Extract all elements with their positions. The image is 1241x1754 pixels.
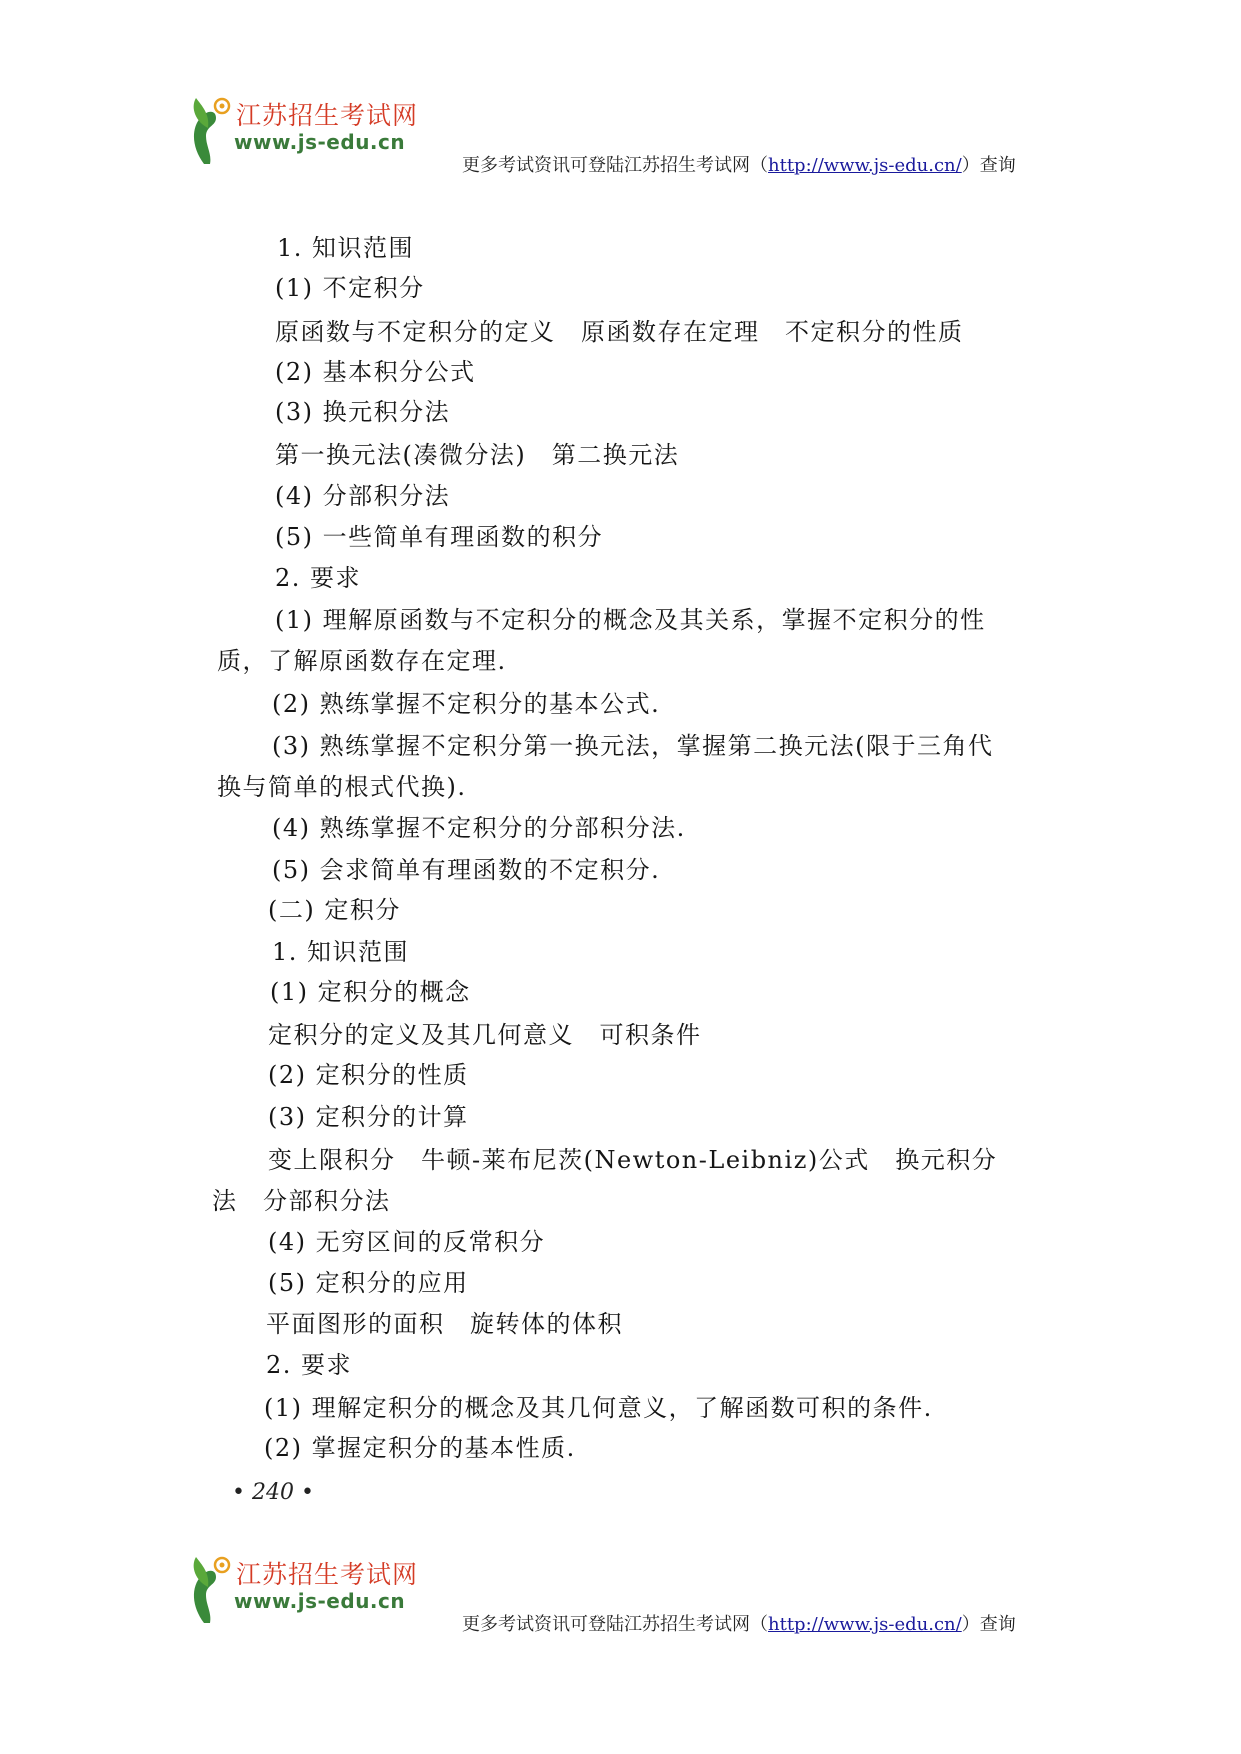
logo-sprout-icon bbox=[186, 1547, 238, 1627]
page-number: • 240 • bbox=[232, 1480, 314, 1505]
text-line: (4) 熟练掌握不定积分的分部积分法. bbox=[272, 814, 686, 842]
logo-name: 江苏招生考试网 bbox=[236, 1560, 419, 1589]
text-line: (5) 会求简单有理函数的不定积分. bbox=[272, 856, 661, 884]
site-logo-bottom bbox=[186, 1547, 426, 1637]
text-line: 1. 知识范围 bbox=[277, 234, 415, 262]
header-note-prefix: 更多考试资讯可登陆江苏招生考试网（ bbox=[462, 155, 768, 176]
header-note-bottom bbox=[462, 1610, 1016, 1636]
text-line: (2) 基本积分公式 bbox=[275, 358, 476, 386]
text-line: 定积分的定义及其几何意义 可积条件 bbox=[268, 1021, 702, 1049]
text-line: 原函数与不定积分的定义 原函数存在定理 不定积分的性质 bbox=[275, 318, 964, 346]
text-line: (1) 理解定积分的概念及其几何意义，了解函数可积的条件. bbox=[264, 1394, 933, 1422]
header-note-prefix: 更多考试资讯可登陆江苏招生考试网（ bbox=[462, 1614, 768, 1635]
text-line: (5) 定积分的应用 bbox=[268, 1269, 469, 1297]
text-line: 2. 要求 bbox=[275, 564, 362, 592]
text-line: 2. 要求 bbox=[266, 1351, 353, 1379]
text-line: (4) 无穷区间的反常积分 bbox=[268, 1228, 546, 1256]
header-note-suffix: ）查询 bbox=[961, 1614, 1016, 1635]
text-line: 质，了解原函数存在定理. bbox=[217, 647, 507, 675]
text-line: (5) 一些简单有理函数的积分 bbox=[275, 523, 604, 551]
text-line: (3) 定积分的计算 bbox=[268, 1103, 469, 1131]
text-line: (3) 换元积分法 bbox=[275, 398, 451, 426]
logo-url: www.js-edu.cn bbox=[234, 130, 406, 154]
text-line: (1) 定积分的概念 bbox=[270, 978, 471, 1006]
text-line: 第一换元法(凑微分法) 第二换元法 bbox=[275, 441, 680, 469]
text-line: 法 分部积分法 bbox=[212, 1187, 391, 1215]
site-logo-top bbox=[186, 88, 426, 178]
logo-name: 江苏招生考试网 bbox=[236, 101, 419, 130]
text-line: 平面图形的面积 旋转体的体积 bbox=[266, 1310, 623, 1338]
logo-url: www.js-edu.cn bbox=[234, 1589, 406, 1613]
site-link-top[interactable]: http://www.js-edu.cn/ bbox=[768, 155, 962, 176]
text-line: (2) 掌握定积分的基本性质. bbox=[264, 1434, 576, 1462]
text-line: (2) 熟练掌握不定积分的基本公式. bbox=[272, 690, 661, 718]
header-note-suffix: ）查询 bbox=[961, 155, 1016, 176]
text-line: 变上限积分 牛顿-莱布尼茨(Newton-Leibniz)公式 换元积分 bbox=[268, 1146, 998, 1174]
logo-sprout-icon bbox=[186, 88, 238, 168]
text-line: (4) 分部积分法 bbox=[275, 482, 451, 510]
header-note-top bbox=[462, 151, 1016, 177]
text-line: 换与简单的根式代换). bbox=[217, 773, 467, 801]
text-line: (3) 熟练掌握不定积分第一换元法，掌握第二换元法(限于三角代 bbox=[272, 732, 994, 760]
text-line: (2) 定积分的性质 bbox=[268, 1061, 469, 1089]
text-line: 1. 知识范围 bbox=[272, 938, 410, 966]
text-line: (二) 定积分 bbox=[268, 896, 401, 924]
text-line: (1) 不定积分 bbox=[275, 274, 425, 302]
site-link-bottom[interactable]: http://www.js-edu.cn/ bbox=[768, 1614, 962, 1635]
text-line: (1) 理解原函数与不定积分的概念及其关系，掌握不定积分的性 bbox=[275, 606, 986, 634]
